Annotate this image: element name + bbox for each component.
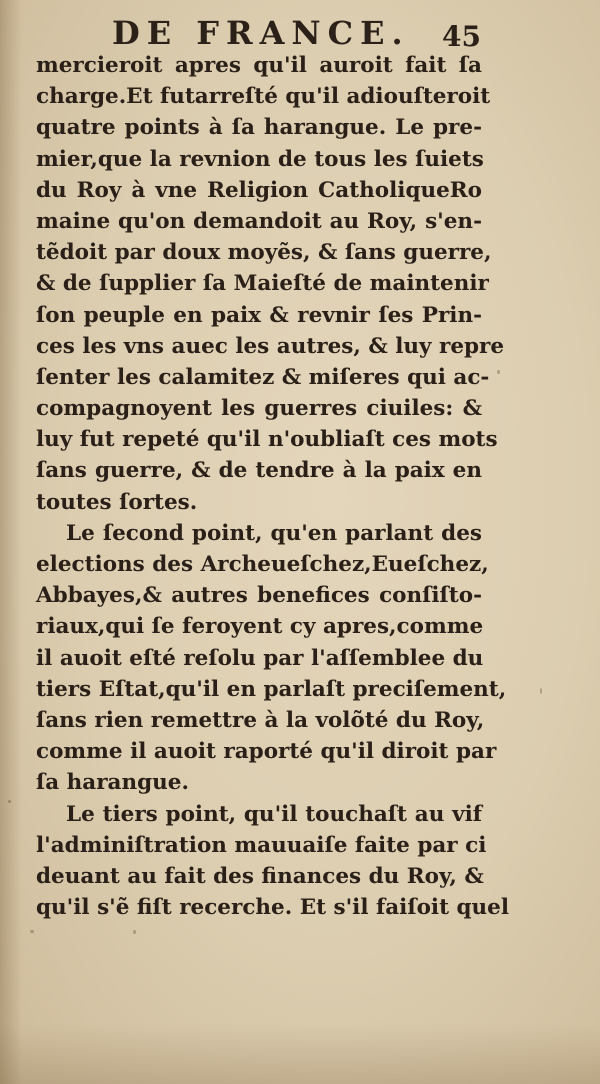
text-line: ces les vns auec les autres, & luy repre — [36, 333, 505, 359]
text-line: tiers Eſtat,qu'il en parlaſt preciſement, — [36, 676, 507, 702]
paper-speck — [30, 930, 34, 933]
text-line: maine qu'on demandoit au Roy, s'en- — [36, 208, 482, 234]
text-line: qu'il s'ẽ fiſt recerche. Et s'il faiſoit quel — [36, 895, 510, 921]
text-line: du Roy à vne Religion CatholiqueRo — [36, 177, 482, 203]
text-line: ſans rien remettre à la volõté du Roy, — [36, 707, 485, 733]
text-line: il auoit eſté reſolu par l'aſſemblee du — [36, 645, 484, 671]
text-line: Abbayes,& autres benefices conſiſto- — [36, 583, 482, 609]
text-line: riaux,qui ſe feroyent cy apres,comme — [36, 614, 484, 640]
text-line: mercieroit apres qu'il auroit fait ſa — [36, 53, 482, 78]
text-line: & de ſupplier ſa Maieſté de maintenir — [36, 271, 489, 297]
text-line: comme il auoit raporté qu'il diroit par — [36, 739, 497, 765]
text-line: mier,que la revnion de tous les ſuiets — [36, 146, 484, 172]
running-head — [0, 12, 600, 52]
body-text — [36, 50, 510, 923]
text-line: compagnoyent les guerres ciuiles: & — [36, 396, 482, 422]
text-line: luy fut repeté qu'il n'oubliaſt ces mots — [36, 427, 498, 453]
text-line: quatre points à ſa harangue. Le pre- — [36, 115, 482, 141]
text-line: Le ſecond point, qu'en parlant des — [66, 520, 482, 546]
running-head-title: DE FRANCE. — [112, 14, 410, 52]
text-line: tẽdoit par doux moyẽs, & ſans guerre, — [36, 240, 492, 266]
text-line: elections des Archeueſchez,Eueſchez, — [36, 552, 489, 577]
text-line: ſans guerre, & de tendre à la paix en — [36, 458, 482, 484]
text-line: deuant au fait des finances du Roy, & — [36, 863, 484, 889]
page-number: 45 — [442, 20, 481, 53]
paper-speck — [133, 930, 136, 934]
paper-speck — [497, 370, 500, 374]
text-line: ſa harangue. — [36, 770, 189, 796]
text-line: ſenter les calamitez & miſeres qui ac- — [36, 364, 490, 390]
paper-speck — [8, 800, 11, 803]
text-line: toutes ſortes. — [36, 489, 198, 515]
text-line: charge.Et futarreſté qu'il adiouſteroit — [36, 84, 491, 110]
text-line: l'adminiſtration mauuaiſe faite par ci — [36, 832, 487, 858]
text-line: ſon peuple en paix & revnir ſes Prin- — [36, 302, 482, 328]
paper-speck — [540, 688, 542, 694]
text-line: Le tiers point, qu'il touchaſt au vif — [66, 801, 482, 827]
